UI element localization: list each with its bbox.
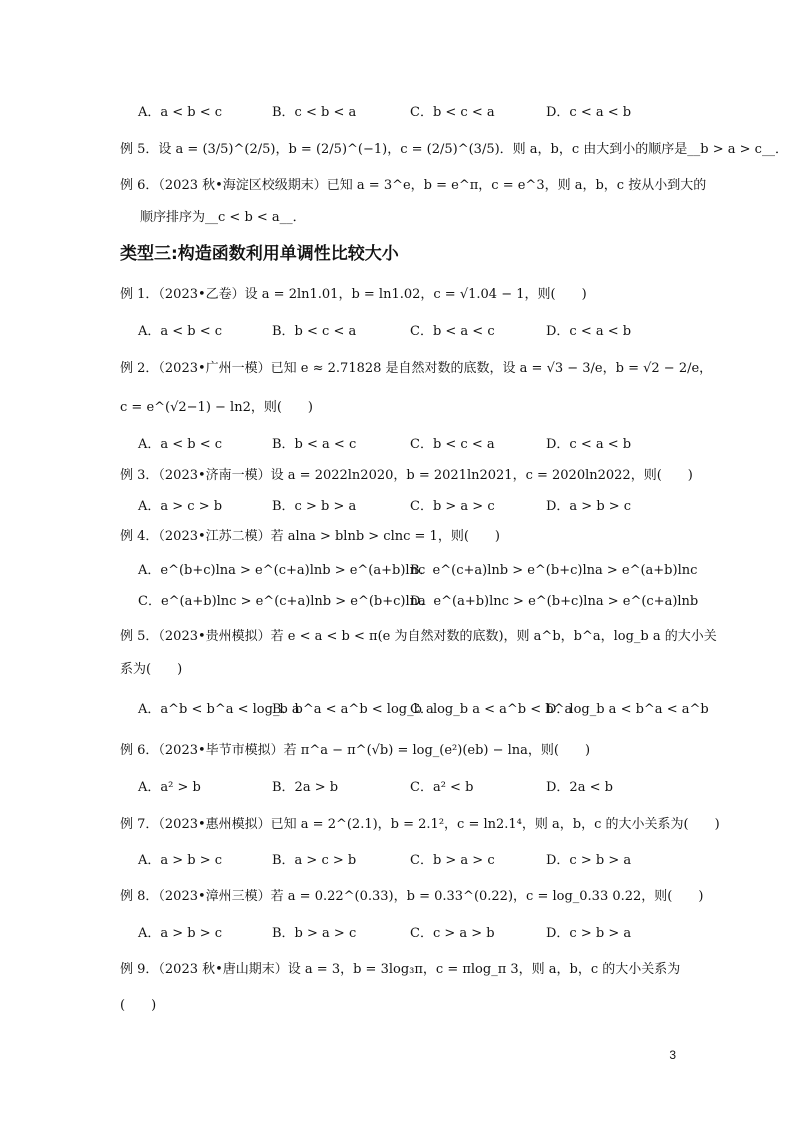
option-d: D．c < a < b <box>546 437 632 452</box>
example-9-stem-line2: ( ) <box>120 998 157 1013</box>
option-b: B．2a > b <box>272 780 339 795</box>
option-a: A．a > b > c <box>138 853 223 868</box>
example-9-stem-line1: 例 9．（2023 秋•唐山期末）设 a = 3，b = 3log₃π，c = πlog_π 3，则 a，b，c 的大小关系为 <box>120 962 681 977</box>
option-b: B．b < c < a <box>272 324 357 339</box>
option-c: C．e^(a+b)lnc > e^(c+a)lnb > e^(b+c)lna <box>138 594 426 609</box>
option-c: C．b > a > c <box>410 499 495 514</box>
example-6-stem: 例 6．（2023•毕节市模拟）若 π^a − π^(√b) = log_(e²)(eb) − lna，则( ) <box>120 743 591 758</box>
option-c: C．b < c < a <box>410 437 495 452</box>
example-3-stem: 例 3．（2023•济南一模）设 a = 2022ln2020，b = 2021ln2021，c = 2020ln2022，则( ) <box>120 468 693 483</box>
example-1-stem: 例 1．（2023•乙卷）设 a = 2ln1.01，b = ln1.02，c = √1.04 − 1，则( ) <box>120 287 587 302</box>
pre-example-6-line1: 例 6．（2023 秋•海淀区校级期末）已知 a = 3^e，b = e^π，c = e^3，则 a，b，c 按从小到大的 <box>120 178 707 193</box>
option-b: B．b > a > c <box>272 926 357 941</box>
example-2-stem-line1: 例 2．（2023•广州一模）已知 e ≈ 2.71828 是自然对数的底数，设 a = √3 − 3/e，b = √2 − 2/e， <box>120 361 713 376</box>
option-d: D．c < a < b <box>546 324 632 339</box>
option-b: B．e^(c+a)lnb > e^(b+c)lna > e^(a+b)lnc <box>410 563 698 578</box>
option-d: D．2a < b <box>546 780 613 795</box>
option-d: D．c > b > a <box>546 926 632 941</box>
option-b: B．a > c > b <box>272 853 357 868</box>
option-a: A．a > b > c <box>138 926 223 941</box>
section-title: 类型三:构造函数利用单调性比较大小 <box>120 244 399 264</box>
option-a: A．a < b < c <box>138 437 223 452</box>
option-c: C．a² < b <box>410 780 474 795</box>
option-a: A．a^b < b^a < log_b a <box>138 702 300 717</box>
option-b: B．c < b < a <box>272 105 357 120</box>
pre-example-5: 例 5．设 a = (3/5)^(2/5)，b = (2/5)^(−1)，c = (2/5)^(3/5)．则 a，b，c 由大到小的顺序是__b > a > c__． <box>120 142 788 157</box>
option-a: A．a > c > b <box>138 499 223 514</box>
option-c: C．b < a < c <box>410 324 495 339</box>
option-d: D．c < a < b <box>546 105 632 120</box>
option-d: D．e^(a+b)lnc > e^(b+c)lna > e^(c+a)lnb <box>410 594 699 609</box>
example-7-stem: 例 7．（2023•惠州模拟）已知 a = 2^(2.1)，b = 2.1²，c = ln2.1⁴，则 a，b，c 的大小关系为( ) <box>120 817 720 832</box>
option-b: B．c > b > a <box>272 499 357 514</box>
option-c: C．b < c < a <box>410 105 495 120</box>
option-c: C．c > a > b <box>410 926 495 941</box>
example-2-stem-line2: c = e^(√2−1) − ln2，则( ) <box>120 400 313 415</box>
option-a: A．a < b < c <box>138 324 223 339</box>
option-a: A．a² > b <box>138 780 201 795</box>
pre-example-6-line2: 顺序排序为__c < b < a__． <box>140 210 306 225</box>
option-c: C．log_b a < a^b < b^a <box>410 702 573 717</box>
page-number: 3 <box>669 1048 676 1062</box>
option-b: B．b^a < a^b < log_b a <box>272 702 434 717</box>
example-5-stem-line1: 例 5．（2023•贵州模拟）若 e < a < b < π(e 为自然对数的底数)，则 a^b，b^a，log_b a 的大小关 <box>120 629 717 644</box>
option-b: B．b < a < c <box>272 437 357 452</box>
example-4-stem: 例 4．（2023•江苏二模）若 alna > blnb > clnc = 1，则( ) <box>120 529 500 544</box>
example-8-stem: 例 8．（2023•漳州三模）若 a = 0.22^(0.33)，b = 0.33^(0.22)，c = log_0.33 0.22，则( ) <box>120 889 704 904</box>
option-d: D．a > b > c <box>546 499 632 514</box>
option-d: D．c > b > a <box>546 853 632 868</box>
option-a: A．e^(b+c)lna > e^(c+a)lnb > e^(a+b)lnc <box>138 563 426 578</box>
option-d: D．log_b a < b^a < a^b <box>546 702 709 717</box>
example-5-stem-line2: 系为( ) <box>120 662 183 677</box>
option-c: C．b > a > c <box>410 853 495 868</box>
option-a: A．a < b < c <box>138 105 223 120</box>
